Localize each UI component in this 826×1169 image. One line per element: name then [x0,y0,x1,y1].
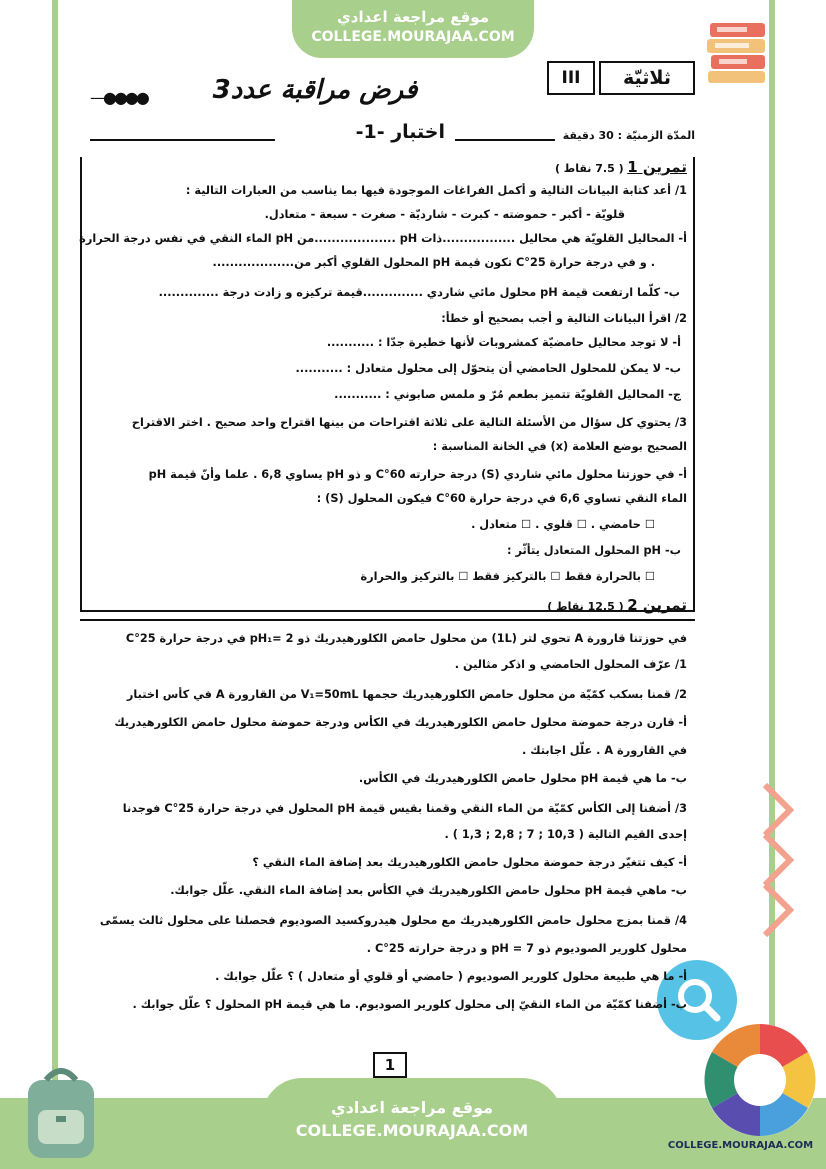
exam-page [80,55,695,1090]
exercise1-title: تمرين 1 [627,158,687,176]
exercise2-line: محلول كلورير الصوديوم ذو pH = 7 و درجة حرارته 25°C . [366,942,687,955]
exercise1-heading [555,159,687,177]
exercise1-options-a[interactable]: ☐ حامضي . ☐ قلوي . ☐ متعادل . [471,518,655,531]
exercise2-line: ب- ماهي قيمة pH محلول حامض الكلورهيدريك في الكأس بعد إضافة الماء النقي. علّل جوابك. [170,884,687,897]
bottom-site-url[interactable]: COLLEGE.MOURAJAA.COM [295,1121,529,1140]
exercise2-line: إحدى القيم التالية ( 10,3 ; 7 ; 2,8 ; 1,3 ) . [444,828,687,841]
bottom-site-name-ar: موقع مراجعة اعدادي [330,1098,494,1117]
exercise1-line: . و في درجة حرارة 25°C تكون قيمة pH المحلول القلوي أكبر من................... [212,256,655,269]
top-site-url[interactable]: COLLEGE.MOURAJAA.COM [311,29,515,45]
top-site-name-ar: موقع مراجعة اعدادي [337,8,489,26]
site-logo-icon [700,1020,820,1140]
exercise2-line: 3/ أضفنا إلى الكأس كمّيّة من الماء النقي وقمنا بقيس قيمة pH المحلول في درجة حرارة 25°C فوجدنا [122,802,687,815]
exercise2-line: في القارورة A . علّل اجابتك . [522,744,687,757]
exercise1-line: ب- لا يمكن للمحلول الحامضي أن يتحوّل إلى محلول متعادل : ........... [295,362,681,375]
exercise1-points: ( 7.5 نقاط ) [554,162,624,175]
exercise1-line: أ- في حوزتنا محلول مائي شاردي (S) درجة حرارته 60°C و ذو pH يساوي 6,8 . علما وأنّ قيمة pH [148,468,687,481]
exercise2-line: 1/ عرّف المحلول الحامضي و اذكر مثالين . [454,658,687,671]
exercise1-line: ب- كلّما ارتفعت قيمة pH محلول مائي شاردي ..............قيمة تركيزه و زادت درجة .............. [158,286,680,299]
divider-line [80,619,695,621]
exercise2-line: أ- قارن درجة حموضة محلول حامض الكلورهيدريك في الكأس ودرجة حموضة محلول حامض الكلورهيدريك [114,716,687,729]
exercise2-line: أ- ما هي طبيعة محلول كلورير الصوديوم ( حامضي أو قلوي أو متعادل ) ؟ علّل جوابك . [215,970,687,983]
exercise2-points: ( 12.5 نقاط ) [547,600,624,613]
exercise1-line: الماء النقي تساوي 6,6 في درجة حرارة 60°C فيكون المحلول (S) : [316,492,687,505]
exercise1-line: 3/ يحتوي كل سؤال من الأسئلة التالية على ثلاثة اقتراحات من بينها اقتراح واحد صحيح . اختر الاقتراح [131,416,687,429]
title-decoration-left: —●●●● [90,88,147,107]
exercise2-title: تمرين 2 [627,596,687,614]
divider-line [90,139,275,141]
exercise1-line: أ- لا توجد محاليل حامضيّة كمشروبات لأنها خطيرة جدّا : ........... [326,336,681,349]
exercise1-line: قلويّة - أكبر - حموضته - كبرت - شارديّة - صغرت - سبعة - متعادل. [264,208,625,221]
term-box: ثلاثيّة [599,61,695,95]
exercise2-line: ب- أضفنا كمّيّة من الماء النقيّ إلى محلول كلورير الصوديوم. ما هي قيمة pH المحلول ؟ علّل جوابك . [132,998,687,1011]
logo-caption[interactable]: COLLEGE.MOURAJAA.COM [667,1140,814,1151]
exercise1-line: أ- المحاليل القلويّة هي محاليل .................ذات pH ...................من pH الماء النقي في نفس درجة الحرارة [79,232,687,245]
exercise1-line: ج- المحاليل القلويّة تتميز بطعم مُرّ و ملمس صابوني : ........... [334,388,681,401]
exercise1-line: ب- pH المحلول المتعادل يتأثّر : [507,544,681,557]
divider-line [455,139,555,141]
top-site-banner[interactable] [292,0,534,58]
exam-title: فرض مراقبة عدد3 [212,75,418,105]
test-title: اختبار -1- [355,121,445,143]
page-number: 1 [373,1052,407,1078]
exercise1-line: الصحيح بوضع العلامة (x) في الخانة المناسبة : [432,440,687,453]
exam-duration: المدّة الزمنيّة : 30 دقيقة [562,129,695,142]
books-icon [705,15,770,85]
exercise2-line: 2/ قمنا بسكب كمّيّة من محلول حامض الكلورهيدريك حجمها V₁=50mL من القارورة A في كأس اختبار [126,688,687,701]
exercise1-options-b[interactable]: ☐ بالحرارة فقط ☐ بالتركيز فقط ☐ بالتركيز والحرارة [360,570,655,583]
exercise2-heading [547,597,687,615]
exercise1-line: 1/ أعد كتابة البيانات التالية و أكمل الفراغات الموجودة فيها بما يناسب من العبارات التالية : [185,184,687,197]
exercise2-line: في حوزتنا قارورة A تحوي لتر (1L) من محلول حامض الكلورهيدريك ذو pH₁= 2 في درجة حرارة 25°C [125,632,687,645]
chevron-decoration-icon [755,780,805,950]
exercise2-line: 4/ قمنا بمزج محلول حامض الكلورهيدريك مع محلول هيدروكسيد الصوديوم فحصلنا على محلول ثالث يسمّى [99,914,687,927]
bottom-site-banner[interactable] [262,1078,562,1169]
exercise2-line: ب- ما هي قيمة pH محلول حامض الكلورهيدريك في الكأس. [358,772,687,785]
exercise1-line: 2/ اقرأ البيانات التالية و أجب بصحيح أو خطأ: [441,312,687,325]
exercise2-line: أ- كيف تتغيّر درجة حموضة محلول حامض الكلورهيدريك بعد إضافة الماء النقي ؟ [252,856,687,869]
term-number-box: III [547,61,595,95]
